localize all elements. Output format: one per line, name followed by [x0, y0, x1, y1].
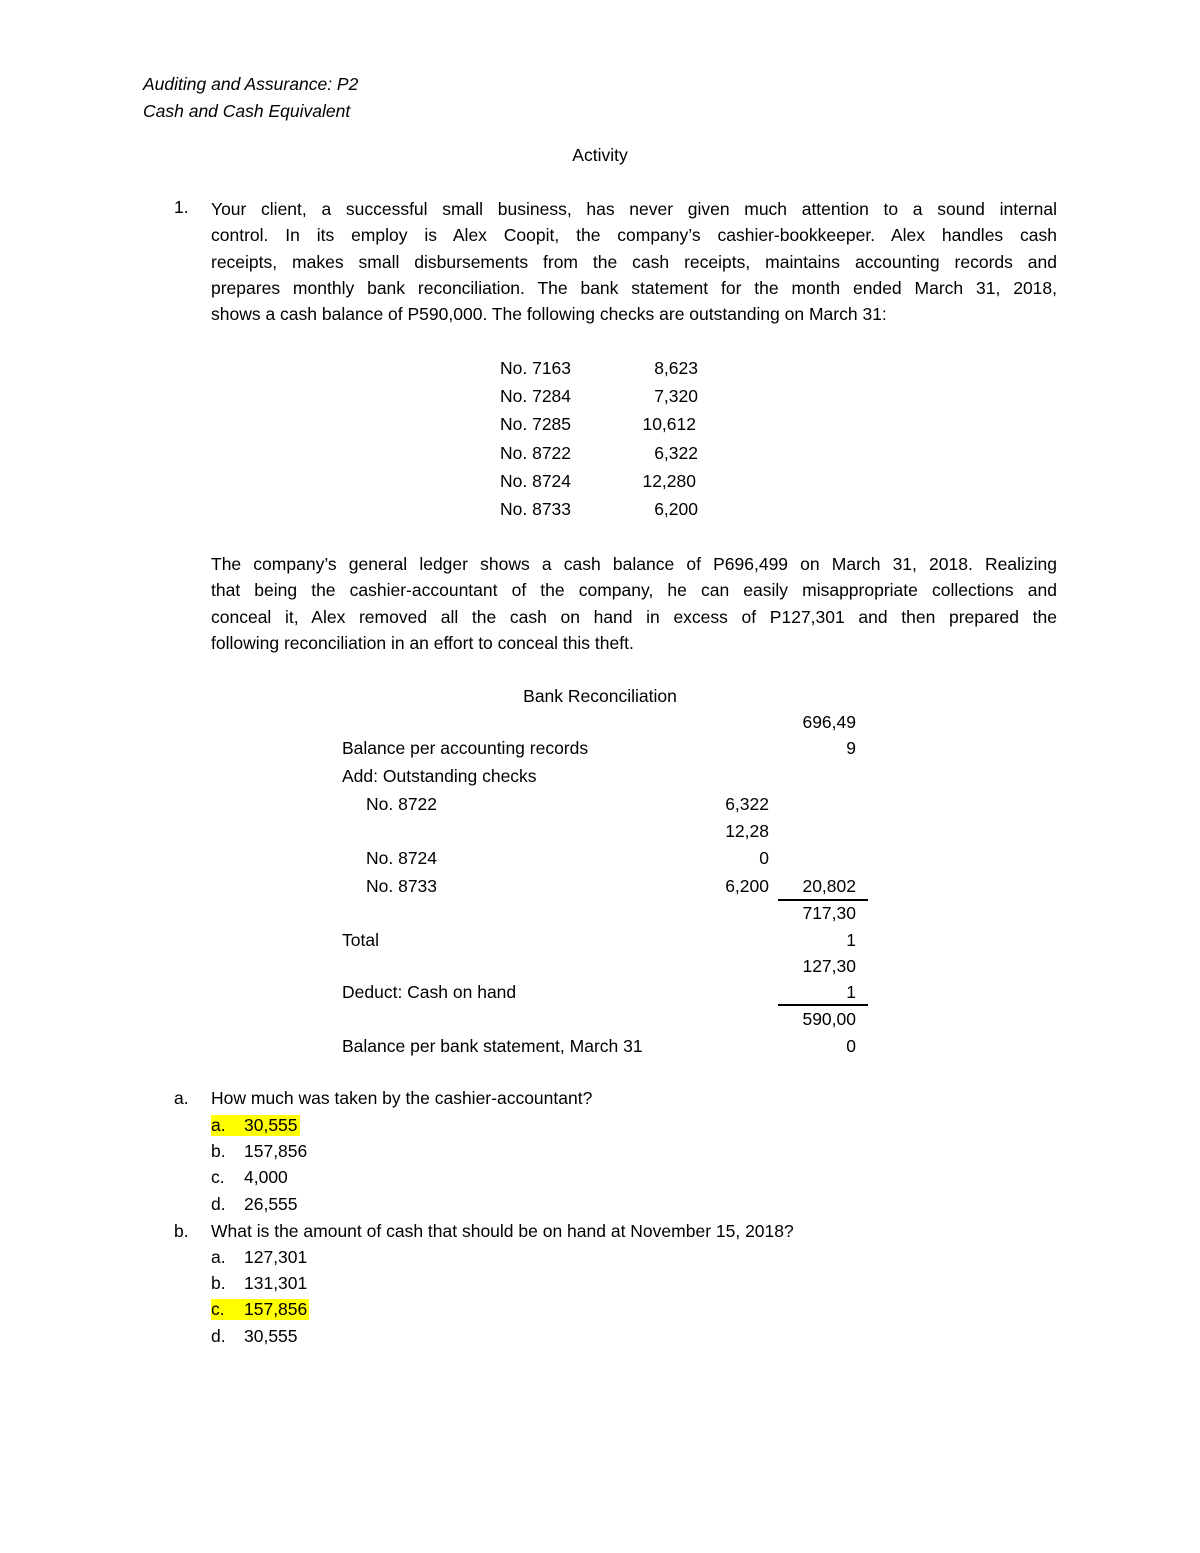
body-line: that being the cashier-accountant of the company, he can easily misappropriate collections and [211, 580, 1057, 601]
amount: 1 [846, 982, 856, 1002]
option-value: 26,555 [244, 1194, 298, 1214]
amount: 0 [759, 848, 769, 868]
check-amount: 10,612 [642, 414, 696, 434]
check-number: No. 7285 [500, 414, 572, 434]
check-amount: 6,200 [654, 499, 698, 519]
question-text: What is the amount of cash that should be on hand at November 15, 2018? [211, 1221, 794, 1241]
option-letter: c. [211, 1167, 225, 1187]
amount: 0 [846, 1036, 856, 1056]
check-number: No. 8733 [500, 499, 572, 519]
problem-number: 1. [174, 197, 189, 217]
question-letter: a. [174, 1088, 189, 1108]
option-value: 157,856 [244, 1141, 308, 1161]
amount: 9 [846, 738, 856, 758]
row-label: Add: Outstanding checks [342, 766, 537, 786]
body-line: conceal it, Alex removed all the cash on hand in excess of P127,301 and then prepared the [211, 606, 1057, 627]
check-number: No. 8722 [500, 443, 572, 463]
option-letter: b. [211, 1141, 226, 1161]
check-amount: 6,322 [654, 443, 698, 463]
amount: 590,00 [802, 1009, 856, 1029]
body-line: following reconciliation in an effort to conceal this theft. [211, 632, 634, 653]
answer-option [211, 1273, 307, 1294]
option-letter: b. [211, 1273, 226, 1293]
intro-line: prepares monthly bank reconciliation. The bank statement for the month ended March 31, 2018, [211, 277, 1057, 298]
intro-line: control. In its employ is Alex Coopit, the company’s cashier-bookkeeper. Alex handles cash [211, 225, 1057, 246]
body-line: The company’s general ledger shows a cash balance of P696,499 on March 31, 2018. Realizing [211, 554, 1057, 574]
intro-line: Your client, a successful small business, has never given much attention to a sound internal [211, 199, 1057, 219]
check-number: No. 7284 [500, 386, 572, 406]
problem-intro [211, 196, 1057, 327]
option-value: 30,555 [244, 1326, 298, 1346]
option-value: 4,000 [244, 1167, 288, 1187]
row-label: Balance per bank statement, March 31 [342, 1036, 643, 1056]
amount: 127,30 [802, 956, 856, 976]
option-letter: c. [211, 1299, 225, 1319]
answer-option [211, 1167, 288, 1188]
option-value: 127,301 [244, 1247, 308, 1267]
option-letter: d. [211, 1194, 226, 1214]
check-amount: 7,320 [654, 386, 698, 406]
problem-body [211, 551, 1057, 656]
row-label: Deduct: Cash on hand [342, 982, 517, 1002]
option-value: 131,301 [244, 1273, 308, 1293]
option-letter: a. [211, 1247, 226, 1267]
intro-line: receipts, makes small disbursements from the cash receipts, maintains accounting records and [211, 251, 1057, 272]
question-letter: b. [174, 1221, 189, 1241]
answer-option [211, 1247, 307, 1268]
option-value: 30,555 [244, 1115, 298, 1135]
check-amount: 8,623 [654, 358, 698, 378]
answer-option [211, 1141, 307, 1162]
course-title: Auditing and Assurance: P2 [143, 74, 359, 94]
question-text: How much was taken by the cashier-accountant? [211, 1088, 593, 1108]
amount: 717,30 [802, 903, 856, 923]
answer-option [211, 1326, 298, 1347]
topic-title: Cash and Cash Equivalent [143, 101, 351, 121]
option-letter: a. [211, 1115, 226, 1135]
check-number: No. 7163 [500, 358, 572, 378]
option-letter: d. [211, 1326, 226, 1346]
row-label: No. 8733 [366, 876, 438, 896]
check-number: No. 8724 [500, 471, 572, 491]
amount: 20,802 [802, 876, 856, 896]
page-title: Activity [572, 145, 628, 165]
row-label: Balance per accounting records [342, 738, 589, 758]
check-amount: 12,280 [642, 471, 696, 491]
row-label: Total [342, 930, 379, 950]
amount: 6,200 [725, 876, 769, 896]
amount: 1 [846, 930, 856, 950]
reconciliation-title: Bank Reconciliation [523, 686, 677, 706]
answer-option-highlighted [211, 1299, 309, 1320]
answer-option [211, 1194, 298, 1215]
underline-rule [778, 1004, 868, 1006]
answer-option-highlighted [211, 1115, 300, 1136]
row-label: No. 8724 [366, 848, 438, 868]
intro-line: shows a cash balance of P590,000. The following checks are outstanding on March 31: [211, 304, 887, 325]
option-value: 157,856 [244, 1299, 308, 1319]
underline-rule [778, 899, 868, 901]
amount: 696,49 [802, 712, 856, 732]
row-label: No. 8722 [366, 794, 438, 814]
amount: 6,322 [725, 794, 769, 814]
amount: 12,28 [725, 821, 769, 841]
